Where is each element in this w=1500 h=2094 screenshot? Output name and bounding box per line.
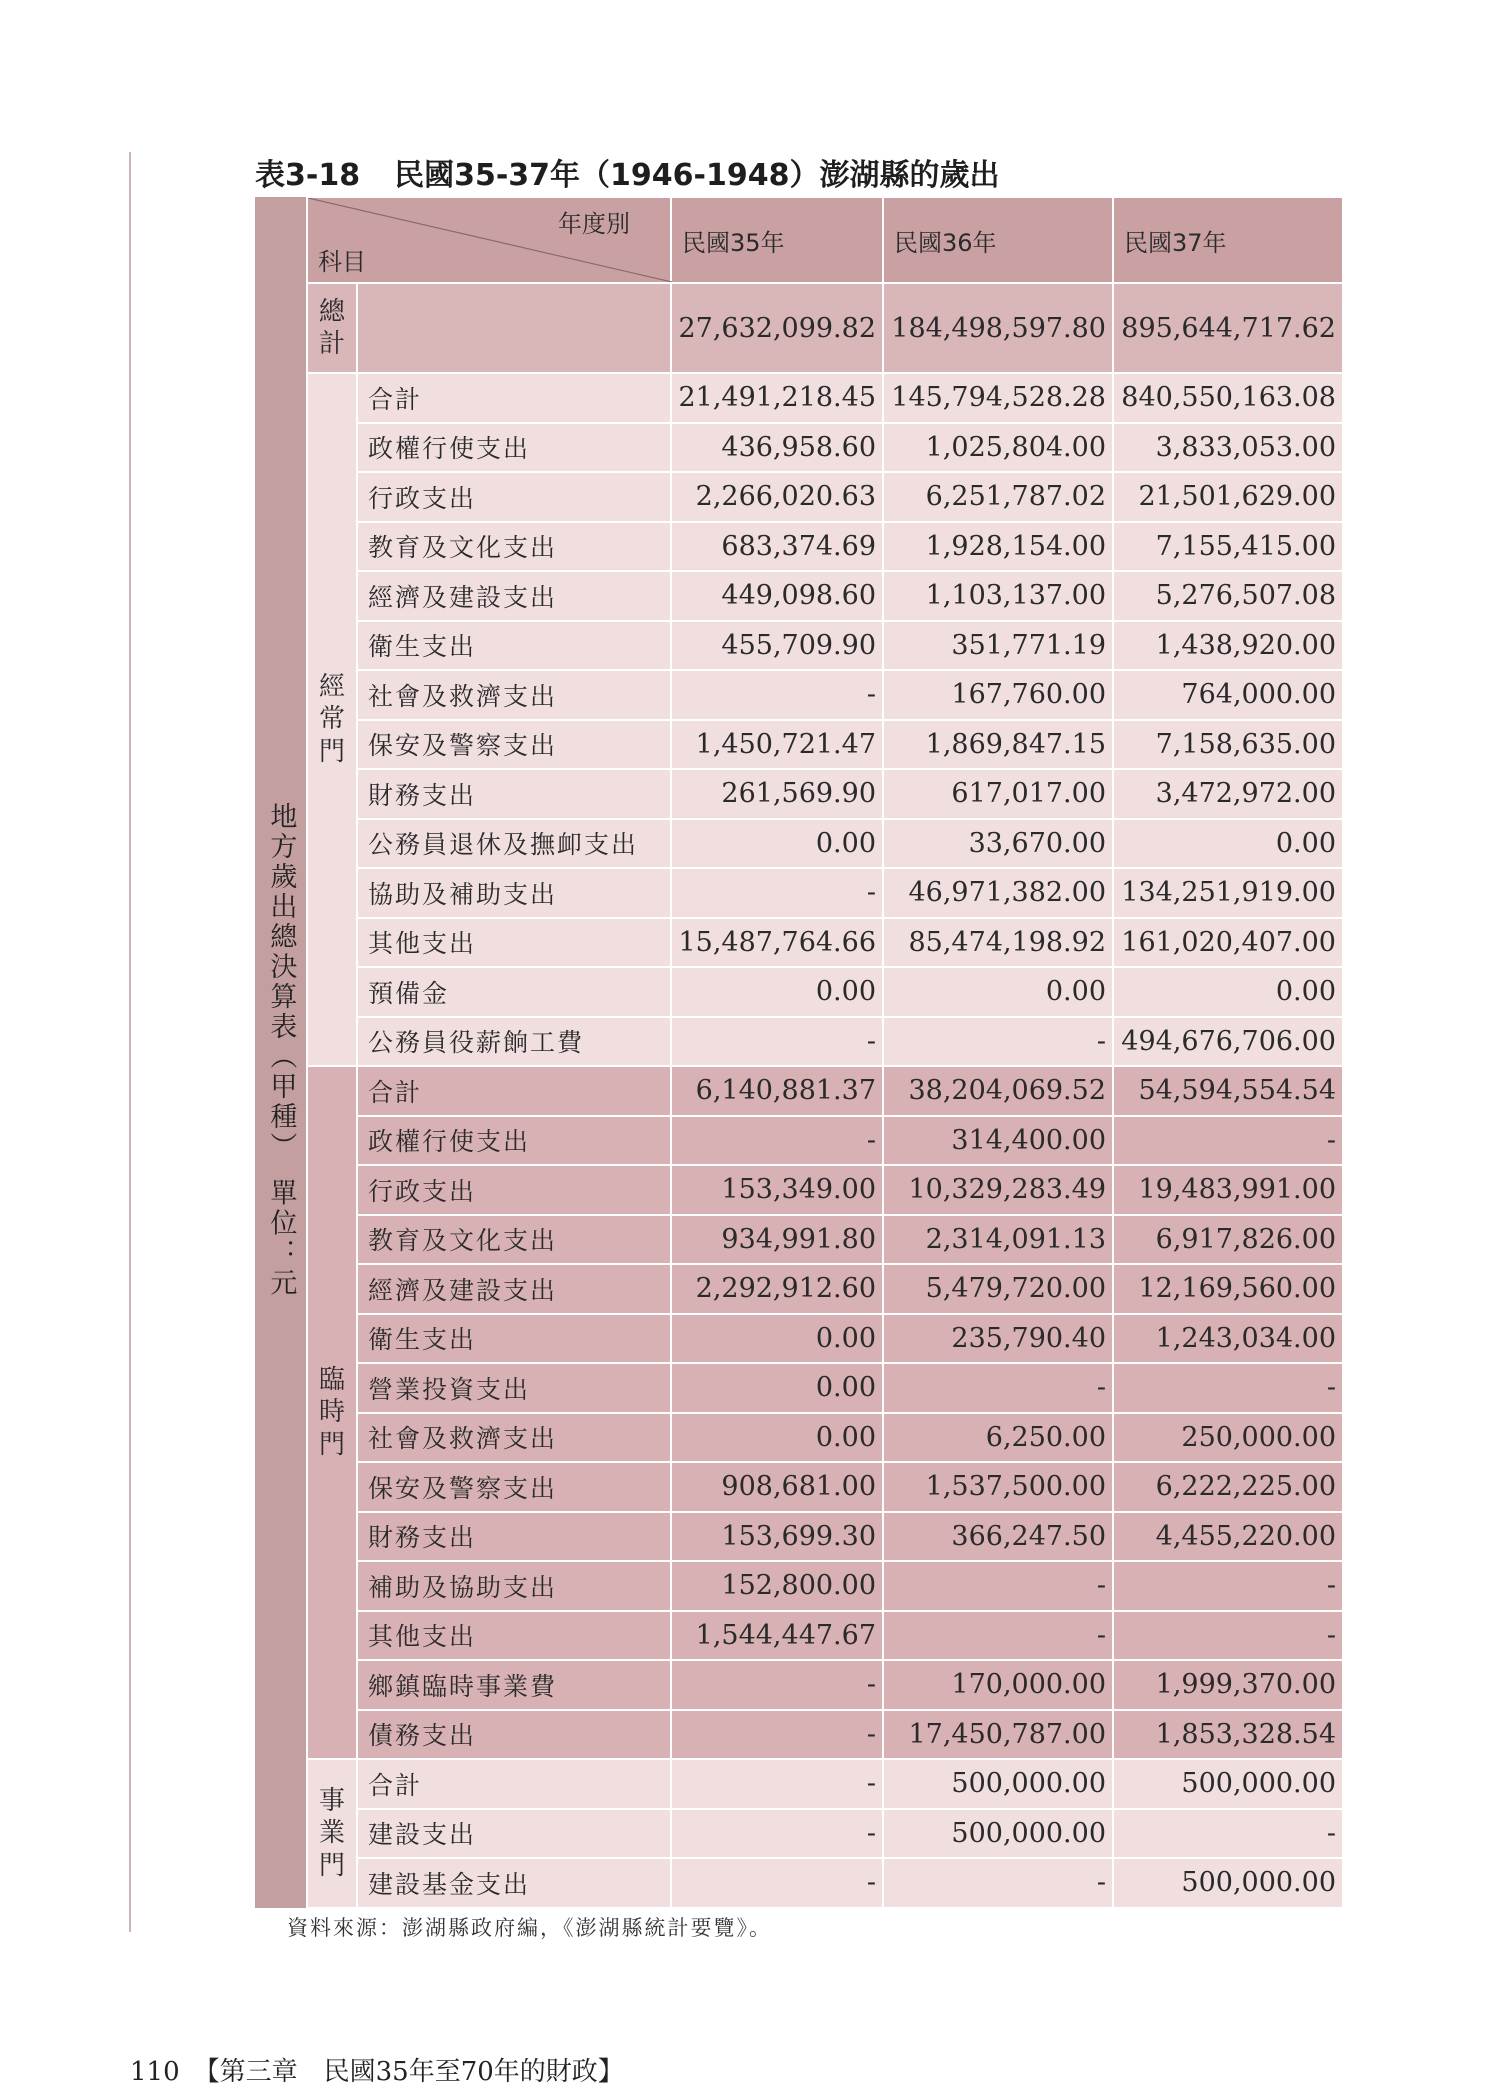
row-value-1947: 500,000.00 [883, 1759, 1113, 1809]
row-value-1948: 250,000.00 [1113, 1413, 1343, 1463]
row-value-1947: - [883, 1561, 1113, 1611]
row-value-1947: - [883, 1858, 1113, 1908]
row-value-1947: 46,971,382.00 [883, 868, 1113, 918]
section-label-char: 業 [318, 1818, 345, 1848]
row-value-1946: 153,349.00 [671, 1165, 883, 1215]
temporary-section-row [255, 1413, 1343, 1463]
row-value-1946: 2,266,020.63 [671, 472, 883, 522]
row-value-1947: 0.00 [883, 967, 1113, 1017]
business-section-row [255, 1809, 1343, 1859]
row-value-1947: 145,794,528.28 [883, 373, 1113, 423]
row-value-1947: 1,928,154.00 [883, 522, 1113, 572]
row-value-1948: 12,169,560.00 [1113, 1264, 1343, 1314]
header-col-1948: 民國37年 [1113, 197, 1343, 283]
row-item-label: 建設基金支出 [357, 1858, 671, 1908]
side-label [255, 197, 307, 1908]
row-value-1948: 6,917,826.00 [1113, 1215, 1343, 1265]
row-value-1946: 0.00 [671, 1363, 883, 1413]
business-section-row [255, 1759, 1343, 1809]
row-value-1946: - [671, 868, 883, 918]
row-value-1947: 366,247.50 [883, 1512, 1113, 1562]
row-value-1948: 161,020,407.00 [1113, 918, 1343, 968]
header-diagonal-cell [307, 197, 671, 283]
row-value-1948: 0.00 [1113, 967, 1343, 1017]
temporary-section-row [255, 1314, 1343, 1364]
grand-total-label-bottom: 計 [318, 329, 345, 359]
row-value-1947: 351,771.19 [883, 621, 1113, 671]
row-value-1948: - [1113, 1561, 1343, 1611]
row-value-1946: 436,958.60 [671, 423, 883, 473]
row-value-1947: 1,103,137.00 [883, 571, 1113, 621]
grand-total-blank [357, 283, 671, 373]
temporary-section-row [255, 1363, 1343, 1413]
row-value-1947: 235,790.40 [883, 1314, 1113, 1364]
row-value-1948: 494,676,706.00 [1113, 1017, 1343, 1067]
table-number: 表3-18 [255, 158, 361, 193]
regular-section-row [255, 571, 1343, 621]
section-label-char: 門 [318, 1429, 345, 1460]
side-label-text: 地方歲出總決算表（甲種） 單位：元 [265, 802, 297, 1299]
row-value-1946: 449,098.60 [671, 571, 883, 621]
section-label-char: 常 [318, 704, 345, 735]
row-item-label: 社會及救濟支出 [357, 670, 671, 720]
temporary-section-row [255, 1165, 1343, 1215]
row-value-1946: 683,374.69 [671, 522, 883, 572]
row-item-label: 經濟及建設支出 [357, 571, 671, 621]
regular-section-row [255, 472, 1343, 522]
row-item-label: 其他支出 [357, 918, 671, 968]
row-value-1948: 0.00 [1113, 819, 1343, 869]
row-value-1946: 0.00 [671, 1413, 883, 1463]
row-value-1948: - [1113, 1116, 1343, 1166]
row-value-1947: 1,537,500.00 [883, 1462, 1113, 1512]
regular-section-row [255, 670, 1343, 720]
row-value-1948: 1,999,370.00 [1113, 1660, 1343, 1710]
row-item-label: 政權行使支出 [357, 423, 671, 473]
row-item-label: 行政支出 [357, 1165, 671, 1215]
row-value-1947: 617,017.00 [883, 769, 1113, 819]
regular-section-row [255, 819, 1343, 869]
row-item-label: 衛生支出 [357, 1314, 671, 1364]
temporary-section-row [255, 1561, 1343, 1611]
row-value-1946: 908,681.00 [671, 1462, 883, 1512]
row-value-1946: 2,292,912.60 [671, 1264, 883, 1314]
row-item-label: 債務支出 [357, 1710, 671, 1760]
regular-section-row [255, 967, 1343, 1017]
business-section-label [307, 1759, 357, 1908]
row-value-1948: - [1113, 1363, 1343, 1413]
row-value-1948: 3,472,972.00 [1113, 769, 1343, 819]
row-value-1948: 1,243,034.00 [1113, 1314, 1343, 1364]
row-item-label: 營業投資支出 [357, 1363, 671, 1413]
row-value-1946: 1,544,447.67 [671, 1611, 883, 1661]
regular-section-row [255, 522, 1343, 572]
row-value-1947: 38,204,069.52 [883, 1066, 1113, 1116]
page-margin-rule [129, 152, 131, 1932]
grand-total-1947: 184,498,597.80 [883, 283, 1113, 373]
section-label-char: 事 [318, 1785, 345, 1816]
row-value-1946: - [671, 670, 883, 720]
row-value-1948: 1,438,920.00 [1113, 621, 1343, 671]
row-value-1948: 4,455,220.00 [1113, 1512, 1343, 1562]
grand-total-row [255, 283, 1343, 373]
row-value-1946: 15,487,764.66 [671, 918, 883, 968]
row-value-1946: 1,450,721.47 [671, 720, 883, 770]
row-item-label: 公務員退休及撫卹支出 [357, 819, 671, 869]
regular-section-row [255, 423, 1343, 473]
row-value-1947: 1,025,804.00 [883, 423, 1113, 473]
row-value-1946: 6,140,881.37 [671, 1066, 883, 1116]
row-value-1947: 33,670.00 [883, 819, 1113, 869]
row-item-label: 合計 [357, 1759, 671, 1809]
row-item-label: 教育及文化支出 [357, 1215, 671, 1265]
row-value-1946: - [671, 1660, 883, 1710]
grand-total-1948: 895,644,717.62 [1113, 283, 1343, 373]
regular-section-row [255, 769, 1343, 819]
row-item-label: 鄉鎮臨時事業費 [357, 1660, 671, 1710]
header-subject-label: 科目 [318, 248, 366, 276]
row-value-1946: - [671, 1759, 883, 1809]
row-item-label: 合計 [357, 373, 671, 423]
regular-section-row [255, 918, 1343, 968]
row-value-1948: 19,483,991.00 [1113, 1165, 1343, 1215]
temporary-section-row [255, 1264, 1343, 1314]
section-label-char: 時 [318, 1397, 345, 1428]
row-value-1947: - [883, 1611, 1113, 1661]
header-row [255, 197, 1343, 283]
table-title [255, 150, 999, 194]
row-value-1946: 152,800.00 [671, 1561, 883, 1611]
row-item-label: 保安及警察支出 [357, 1462, 671, 1512]
table-title-text: 民國35-37年（1946-1948）澎湖縣的歲出 [394, 158, 1000, 193]
row-item-label: 衛生支出 [357, 621, 671, 671]
temporary-section-row [255, 1066, 1343, 1116]
header-col-1947: 民國36年 [883, 197, 1113, 283]
row-item-label: 補助及協助支出 [357, 1561, 671, 1611]
page-footer [130, 2051, 624, 2088]
regular-section-label [307, 373, 357, 1066]
row-value-1947: - [883, 1363, 1113, 1413]
row-value-1948: - [1113, 1809, 1343, 1859]
source-note: 資料來源：澎湖縣政府編，《澎湖縣統計要覽》。 [287, 1916, 772, 1940]
temporary-section-row [255, 1215, 1343, 1265]
row-item-label: 財務支出 [357, 769, 671, 819]
row-value-1947: 17,450,787.00 [883, 1710, 1113, 1760]
row-value-1948: 7,158,635.00 [1113, 720, 1343, 770]
row-value-1947: 167,760.00 [883, 670, 1113, 720]
row-value-1948: 500,000.00 [1113, 1858, 1343, 1908]
row-value-1947: 6,250.00 [883, 1413, 1113, 1463]
row-value-1946: 261,569.90 [671, 769, 883, 819]
regular-section-row [255, 1017, 1343, 1067]
row-item-label: 協助及補助支出 [357, 868, 671, 918]
row-value-1946: - [671, 1017, 883, 1067]
row-item-label: 行政支出 [357, 472, 671, 522]
row-value-1948: 1,853,328.54 [1113, 1710, 1343, 1760]
row-item-label: 教育及文化支出 [357, 522, 671, 572]
row-value-1948: 840,550,163.08 [1113, 373, 1343, 423]
row-value-1947: 314,400.00 [883, 1116, 1113, 1166]
temporary-section-row [255, 1512, 1343, 1562]
regular-section-row [255, 868, 1343, 918]
header-year-label: 年度別 [558, 210, 630, 238]
grand-total-label [307, 283, 357, 373]
temporary-section-label [307, 1066, 357, 1759]
regular-section-row [255, 373, 1343, 423]
row-item-label: 其他支出 [357, 1611, 671, 1661]
row-value-1946: 455,709.90 [671, 621, 883, 671]
row-value-1946: 0.00 [671, 967, 883, 1017]
row-item-label: 建設支出 [357, 1809, 671, 1859]
expenditure-table [255, 196, 1344, 1909]
expenditure-table-container [255, 196, 1343, 1909]
row-item-label: 公務員役薪餉工費 [357, 1017, 671, 1067]
section-label-char: 門 [318, 1850, 345, 1881]
row-value-1947: 85,474,198.92 [883, 918, 1113, 968]
row-value-1946: 0.00 [671, 819, 883, 869]
row-value-1947: 10,329,283.49 [883, 1165, 1113, 1215]
row-value-1946: 934,991.80 [671, 1215, 883, 1265]
row-value-1947: 500,000.00 [883, 1809, 1113, 1859]
row-value-1947: - [883, 1017, 1113, 1067]
row-value-1947: 2,314,091.13 [883, 1215, 1113, 1265]
chapter-title: 【第三章 民國35年至70年的財政】 [193, 2057, 624, 2087]
temporary-section-row [255, 1710, 1343, 1760]
temporary-section-row [255, 1660, 1343, 1710]
row-item-label: 經濟及建設支出 [357, 1264, 671, 1314]
section-label-char: 門 [318, 736, 345, 767]
row-value-1946: 153,699.30 [671, 1512, 883, 1562]
row-value-1946: - [671, 1710, 883, 1760]
temporary-section-row [255, 1116, 1343, 1166]
row-value-1947: 170,000.00 [883, 1660, 1113, 1710]
page-number: 110 [130, 2057, 180, 2087]
temporary-section-row [255, 1462, 1343, 1512]
row-value-1948: 54,594,554.54 [1113, 1066, 1343, 1116]
row-item-label: 合計 [357, 1066, 671, 1116]
header-col-1946: 民國35年 [671, 197, 883, 283]
row-value-1948: 3,833,053.00 [1113, 423, 1343, 473]
row-value-1946: - [671, 1809, 883, 1859]
row-value-1947: 5,479,720.00 [883, 1264, 1113, 1314]
row-item-label: 社會及救濟支出 [357, 1413, 671, 1463]
row-value-1946: 0.00 [671, 1314, 883, 1364]
row-value-1946: - [671, 1858, 883, 1908]
row-value-1948: 21,501,629.00 [1113, 472, 1343, 522]
row-item-label: 保安及警察支出 [357, 720, 671, 770]
row-value-1948: - [1113, 1611, 1343, 1661]
business-section-row [255, 1858, 1343, 1908]
row-item-label: 預備金 [357, 967, 671, 1017]
regular-section-row [255, 621, 1343, 671]
grand-total-label-top: 總 [318, 296, 345, 327]
row-value-1946: 21,491,218.45 [671, 373, 883, 423]
row-item-label: 財務支出 [357, 1512, 671, 1562]
section-label-char: 經 [318, 671, 345, 702]
grand-total-1946: 27,632,099.82 [671, 283, 883, 373]
row-value-1948: 6,222,225.00 [1113, 1462, 1343, 1512]
row-value-1948: 764,000.00 [1113, 670, 1343, 720]
row-value-1948: 7,155,415.00 [1113, 522, 1343, 572]
row-value-1948: 5,276,507.08 [1113, 571, 1343, 621]
row-value-1948: 134,251,919.00 [1113, 868, 1343, 918]
row-value-1947: 1,869,847.15 [883, 720, 1113, 770]
row-value-1946: - [671, 1116, 883, 1166]
regular-section-row [255, 720, 1343, 770]
row-value-1948: 500,000.00 [1113, 1759, 1343, 1809]
row-value-1947: 6,251,787.02 [883, 472, 1113, 522]
section-label-char: 臨 [318, 1364, 345, 1395]
row-item-label: 政權行使支出 [357, 1116, 671, 1166]
temporary-section-row [255, 1611, 1343, 1661]
